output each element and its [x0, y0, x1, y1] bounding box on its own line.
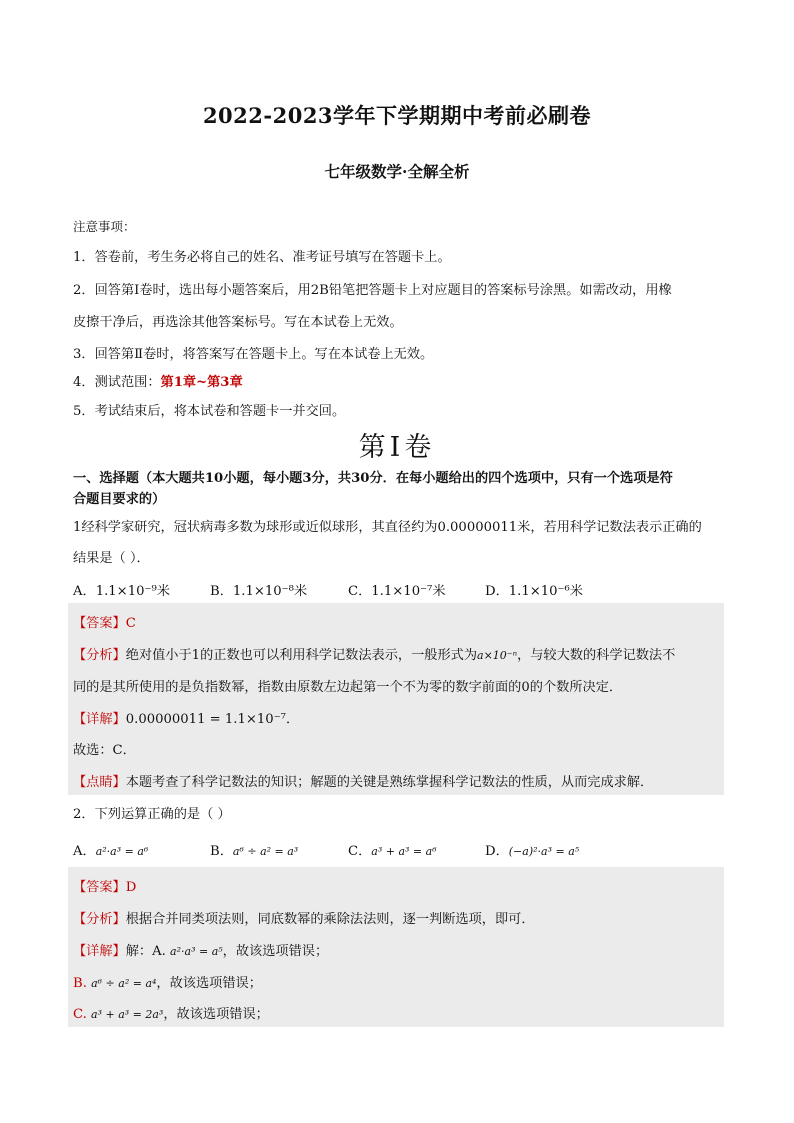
q1-analysis-line2: 同的是其所使用的是负指数幂，指数由原数左边起第一个不为零的数字前面的0的个数所决定．: [73, 680, 623, 695]
page-subtitle: 七年级数学·全解全析: [324, 162, 470, 181]
q2-detail-a: [73, 940, 328, 959]
q2-option-b: [210, 840, 298, 859]
option-expr: a³ + a³ = a⁶: [371, 845, 437, 858]
page-title: 2022-2023学年下学期期中考前必刷卷: [202, 103, 592, 128]
q2-stem: 2．下列运算正确的是（ ）: [73, 807, 231, 822]
q1-choose: 故选：C．: [73, 743, 136, 758]
test-range: 第1章~第3章: [160, 375, 243, 390]
option-expr: a⁶ ÷ a² = a³: [232, 845, 299, 858]
note-2-line1: 2．回答第Ⅰ卷时，选出每小题答案后，用2B铅笔把答题卡上对应题目的答案标号涂黑。如需改动，用橡: [73, 283, 672, 298]
note-4-label: 4．测试范围：: [73, 375, 161, 390]
detail-prefix: B.: [73, 976, 87, 991]
note-5: 5．考试结束后，将本试卷和答题卡一并交回。: [73, 404, 346, 419]
q1-solution-block: [68, 603, 724, 795]
q1-answer: [73, 612, 136, 631]
analysis-tag: 【分析】: [73, 912, 126, 927]
q1-option-c: C．1.1×10⁻⁷米: [348, 584, 446, 599]
analysis-tag: 【分析】: [73, 648, 126, 663]
detail-text: 0.00000011 = 1.1×10⁻⁷．: [125, 712, 300, 727]
detail-prefix: C.: [73, 1007, 87, 1022]
q1-option-b: B．1.1×10⁻⁸米: [210, 584, 308, 599]
detail-formula: a³ + a³ = 2a³: [91, 1008, 164, 1021]
q2-answer: [73, 876, 136, 895]
detail-suffix: ，故该选项错误；: [222, 944, 329, 959]
option-label: C．: [348, 844, 372, 859]
option-expr: (−a)²·a³ = a⁵: [508, 845, 580, 858]
detail-tag: 【详解】: [73, 712, 126, 727]
section-1-heading-line1: 一、选择题（本大题共10小题，每小题3分，共30分．在每小题给出的四个选项中，只有一个选项是符: [73, 471, 673, 486]
q1-option-a: A．1.1×10⁻⁹米: [73, 584, 170, 599]
q2-detail-b: [73, 972, 262, 991]
detail-suffix: ，故该选项错误；: [163, 1007, 269, 1022]
volume-title: 第Ⅰ卷: [358, 432, 436, 463]
detail-tag: 【详解】: [73, 944, 126, 959]
point-tag: 【点睛】: [73, 775, 126, 790]
q2-detail-c: [73, 1003, 269, 1022]
option-expr: a²·a³ = a⁶: [95, 845, 149, 858]
notes-heading: 注意事项：: [73, 219, 136, 234]
q2-option-a: [73, 840, 148, 859]
answer-value: D: [125, 880, 137, 895]
detail-formula: a⁶ ÷ a² = a⁴: [91, 977, 157, 990]
answer-tag: 【答案】: [73, 880, 126, 895]
analysis-text: 根据合并同类项法则，同底数幂的乘除法法则，逐一判断选项，即可．: [125, 912, 535, 927]
q1-stem-line2: 结果是（ ）．: [73, 551, 150, 566]
option-label: A．: [73, 844, 96, 859]
detail-prefix: 解：A.: [125, 944, 166, 959]
detail-formula: a²·a³ = a⁵: [170, 945, 223, 958]
q1-stem-line1: 1经科学家研究，冠状病毒多数为球形或近似球形，其直径约为0.00000011米，若用科学记数法表示正确的: [73, 520, 702, 535]
analysis-text-cont: ，与较大数的科学记数法不: [517, 648, 676, 663]
note-4: [73, 371, 243, 390]
option-label: D．: [485, 844, 509, 859]
note-3: 3．回答第Ⅱ卷时，将答案写在答题卡上。写在本试卷上无效。: [73, 347, 434, 362]
q2-option-c: [348, 840, 437, 859]
note-1: 1．答卷前，考生务必将自己的姓名、准考证号填写在答题卡上。: [73, 250, 451, 265]
analysis-formula: a×10⁻ⁿ: [477, 649, 518, 662]
answer-value: C: [125, 616, 136, 631]
detail-suffix: ，故该选项错误；: [156, 976, 262, 991]
note-2-line2: 皮擦干净后，再选涂其他答案标号。写在本试卷上无效。: [73, 315, 403, 330]
section-1-heading-line2: 合题目要求的）: [73, 492, 166, 507]
q1-analysis-line1: [73, 644, 675, 663]
analysis-text: 绝对值小于1的正数也可以利用科学记数法表示，一般形式为: [125, 648, 478, 663]
q1-point: [73, 771, 653, 790]
q1-option-d: D．1.1×10⁻⁶米: [485, 584, 583, 599]
answer-tag: 【答案】: [73, 616, 126, 631]
q2-analysis: [73, 908, 535, 927]
point-text: 本题考查了科学记数法的知识；解题的关键是熟练掌握科学记数法的性质，从而完成求解．: [125, 775, 654, 790]
q2-option-d: [485, 840, 579, 859]
option-label: B．: [210, 844, 233, 859]
q1-detail: [73, 708, 299, 727]
